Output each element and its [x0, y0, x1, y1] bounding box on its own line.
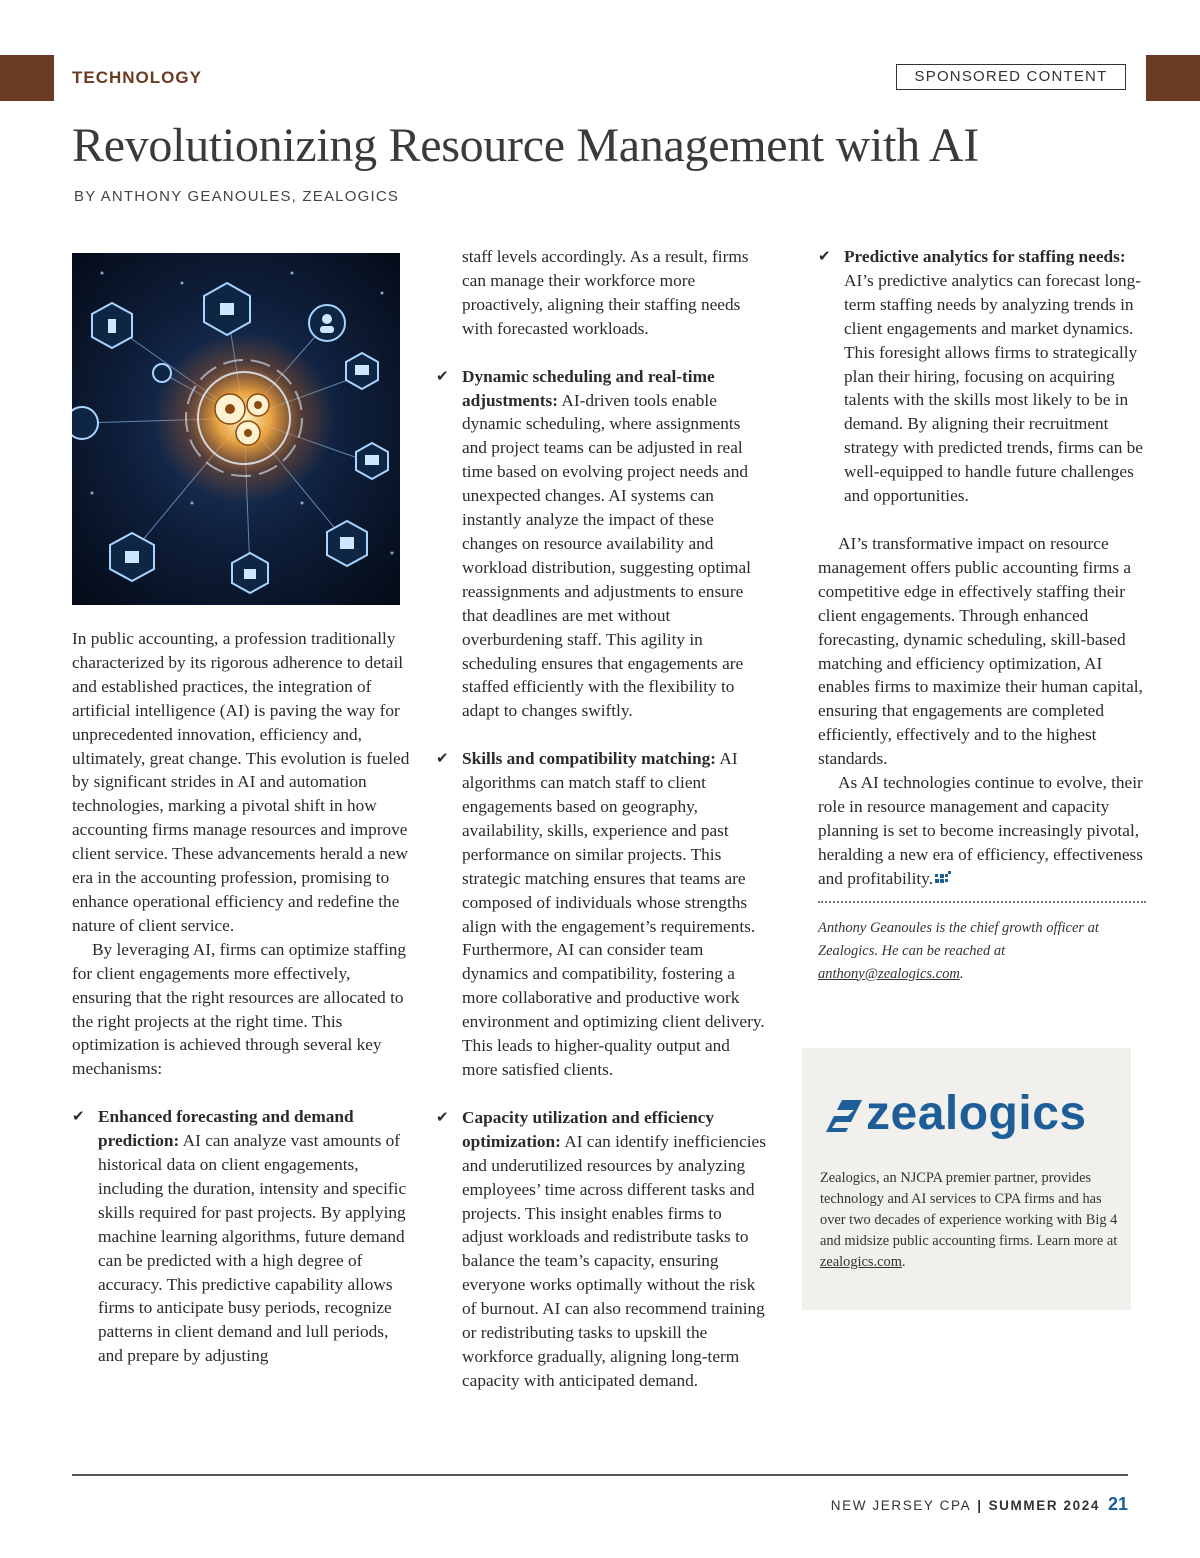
closing-paragraph-1: AI’s transformative impact on resource management offers public accounting firms a competitive edge in effectively staffing their client engagements. Through enhanced forecasting, dynamic scheduling, skill-based matching and efficiency optimization, AI enables firms to maximize their human capital, ensuring that engagements are completed efficiently, effectively and to the highest standards.	[818, 533, 1143, 769]
author-bio	[818, 917, 1153, 986]
page-footer	[831, 1494, 1128, 1515]
article-byline: BY ANTHONY GEANOULES, ZEALOGICS	[74, 188, 400, 205]
bullet-item-scheduling	[436, 365, 766, 724]
bullet-body: AI can identify inefficiencies and underutilized resources by analyzing employees’ time across different tasks and projects. This insight enables firms to adjust workloads and redistribute tasks to balance the team’s capacity, ensuring everyone works optimally without the risk of burnout. AI can also recommend training or redistributing tasks to upskill the workforce gradually, aligning long-term capacity with anticipated demand.	[462, 1131, 766, 1390]
header-corner-right	[1146, 55, 1200, 101]
bullet-item-predictive	[818, 245, 1153, 508]
issue-label: SUMMER 2024	[988, 1498, 1100, 1513]
sponsor-promo-box	[802, 1048, 1131, 1310]
author-email-link[interactable]: anthony@zealogics.com	[818, 965, 960, 982]
network-gears-illustration	[72, 253, 400, 605]
article-column-3	[818, 245, 1153, 986]
checkmark-icon: ✔	[72, 1107, 85, 1126]
footer-separator: |	[977, 1498, 983, 1513]
checkmark-icon: ✔	[436, 749, 449, 768]
footer-rule	[72, 1474, 1128, 1476]
checkmark-icon: ✔	[436, 1107, 449, 1126]
bullet-item-forecasting-continued	[436, 245, 766, 341]
bullet-body: AI can analyze vast amounts of historical data on client engagements, including the duration, intensity and specific skills required for past projects. By applying machine learning algorithms, future demand can be predicted with a high degree of accuracy. This predictive capability allows firms to anticipate busy periods, recognize patterns in client demand and lull periods, and prepare by adjusting	[98, 1131, 407, 1366]
zealogics-link[interactable]: zealogics.com	[820, 1254, 902, 1270]
bullet-title: Dynamic scheduling and real-time adjustments:	[462, 366, 715, 410]
promo-description	[820, 1168, 1120, 1273]
bullet-title: Skills and compatibility matching:	[462, 749, 716, 769]
bullet-title: Enhanced forecasting and demand prediction:	[98, 1107, 354, 1151]
article-column-2	[436, 245, 766, 1393]
checkmark-icon: ✔	[818, 247, 831, 265]
bullet-body: AI algorithms can match staff to client engagements based on geography, availability, skills, experience and past performance on similar projects. This strategic matching ensures that teams are composed of individuals whose strengths align with the engagement’s requirements. Furthermore, AI can consider team dynamics and compatibility, fostering a more collaborative and productive work environment and optimizing client delivery. This leads to higher-quality output and more satisfied clients.	[462, 749, 765, 1079]
sponsored-badge: SPONSORED CONTENT	[896, 64, 1126, 90]
intro-paragraph-1: In public accounting, a profession traditionally characterized by its rigorous adherence to detail and established practices, the integration of artificial intelligence (AI) is paving the way for unprecedented innovation, efficiency and, ultimately, great change. This evolution is fueled by significant strides in AI and automation technologies, marking a pivotal shift in how accounting firms manage resources and improve client service. These advancements herald a new era in the accounting profession, promising to enhance operational efficiency and redefine the nature of client service.	[72, 629, 410, 935]
promo-text: Zealogics, an NJCPA premier partner, provides technology and AI services to CPA firms and has over two decades of experience working with Big 4 and midsize public accounting firms. Learn more at	[820, 1170, 1118, 1249]
zealogics-logo-text: zealogics	[866, 1087, 1087, 1140]
closing-paragraph-2-text: As AI technologies continue to evolve, their role in resource management and capacity planning is set to become increasingly pivotal, heralding a new era of efficiency, effectiveness and profitability.	[818, 773, 1143, 888]
intro-paragraph-2: By leveraging AI, firms can optimize staffing for client engagements more effectively, ensuring that the right resources are allocated to the right projects at the right time. This optimization is achieved through several key mechanisms:	[72, 939, 407, 1079]
bullet-body: staff levels accordingly. As a result, firms can manage their workforce more proactively, aligning their staffing needs with forecasted workloads.	[462, 247, 749, 338]
bullet-body: AI-driven tools enable dynamic scheduling, where assignments and project teams can be adjusted in real time based on evolving project needs and unexpected changes. AI systems can instantly analyze the impact of these changes on resource availability and workload distribution, suggesting optimal reassignments and adjustments to ensure that deadlines are met without overburdening staff. This agility in scheduling ensures that engagements are staffed efficiently with the flexibility to adapt to changes swiftly.	[462, 390, 751, 721]
bullet-title: Capacity utilization and efficiency optimization:	[462, 1107, 714, 1151]
bullet-item-skills	[436, 747, 766, 1082]
article-title: Revolutionizing Resource Management with AI	[72, 119, 979, 172]
bullet-item-forecasting	[72, 1105, 412, 1368]
bullet-item-capacity	[436, 1106, 766, 1393]
bio-end: .	[959, 965, 964, 982]
checkmark-icon: ✔	[436, 366, 449, 385]
bio-divider	[818, 901, 1146, 903]
end-mark-icon	[935, 871, 951, 885]
bio-text: Anthony Geanoules is the chief growth officer at Zealogics. He can be reached at	[818, 919, 1099, 959]
header-corner-left	[0, 55, 54, 101]
section-label: TECHNOLOGY	[72, 68, 202, 87]
zealogics-logo-icon	[820, 1092, 866, 1140]
article-column-1	[72, 627, 412, 1368]
promo-end: .	[901, 1254, 906, 1270]
bullet-title: Predictive analytics for staffing needs:	[844, 247, 1126, 266]
publication-name: NEW JERSEY CPA	[830, 1498, 972, 1513]
closing-paragraph-2	[818, 771, 1153, 891]
page-number: 21	[1107, 1494, 1128, 1514]
bullet-body: AI’s predictive analytics can forecast long-term staffing needs by analyzing trends in client engagements and market dynamics. This foresight allows firms to strategically plan their hiring, focusing on acquiring talents with the skills most likely to be in demand. By aligning their recruitment strategy with predicted trends, firms can be well-equipped to handle future challenges and opportunities.	[844, 270, 1143, 506]
